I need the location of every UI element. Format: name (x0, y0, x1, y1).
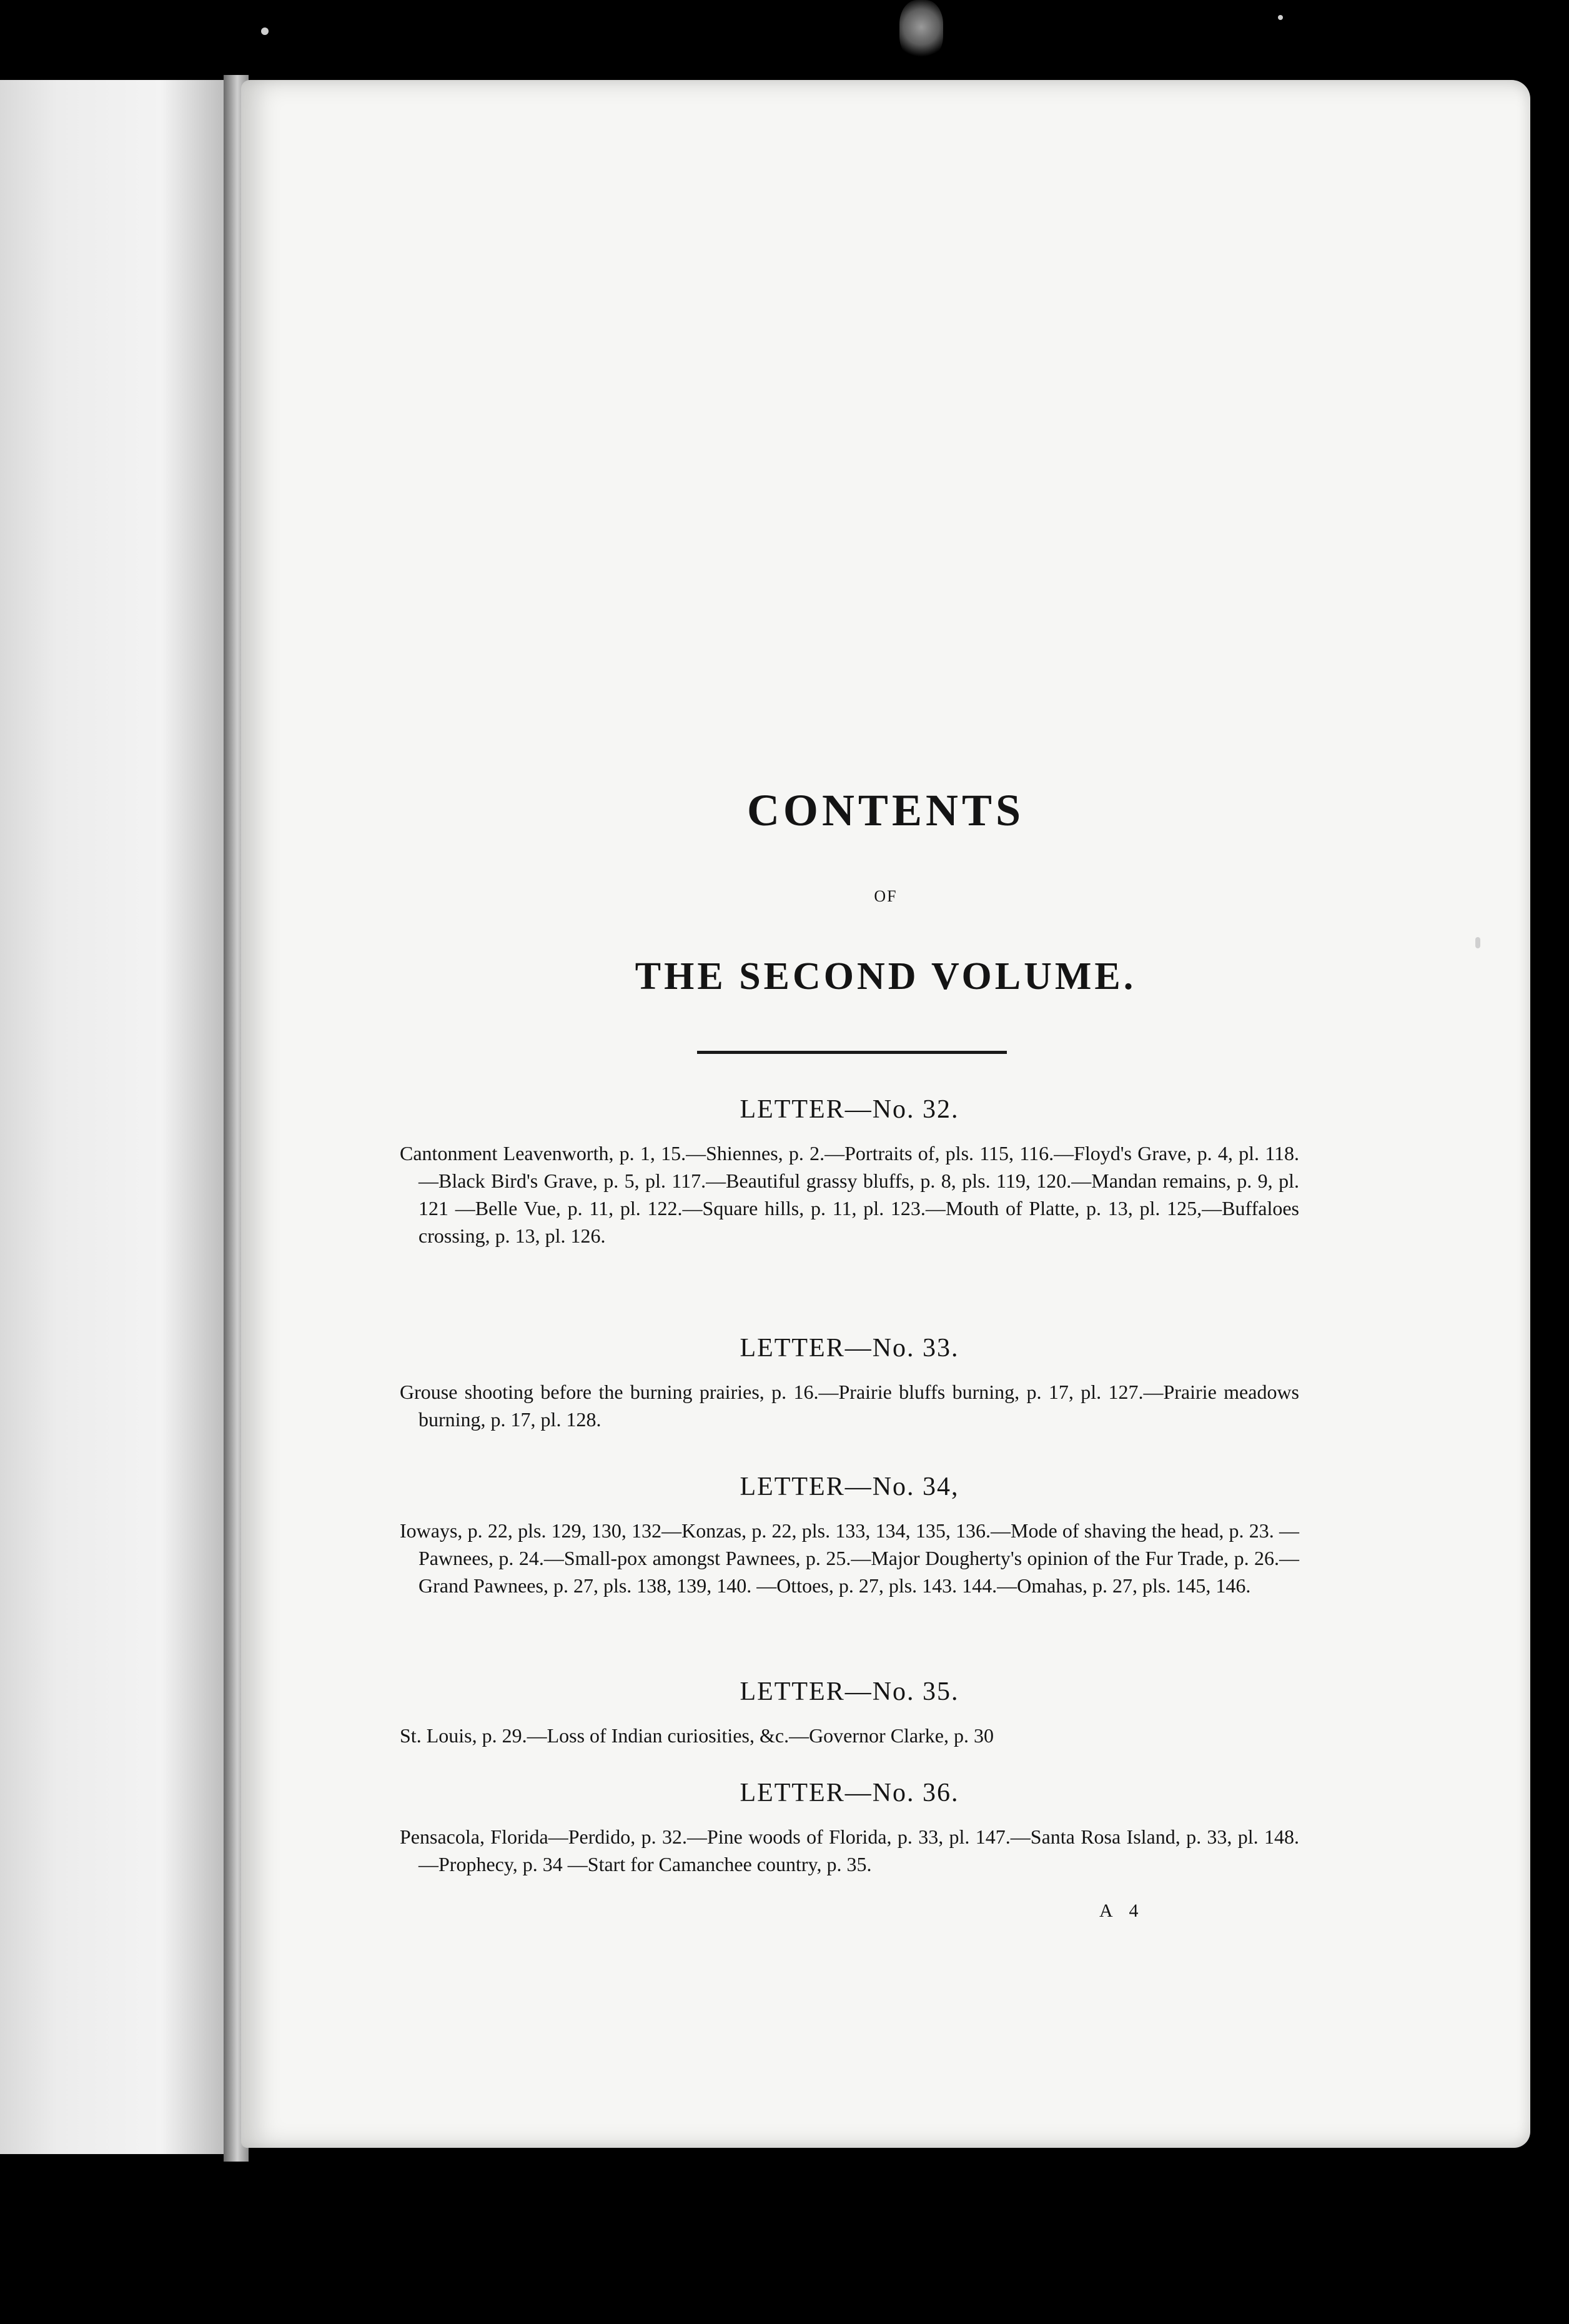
dust-speck (261, 27, 269, 35)
facing-page-edge (0, 80, 230, 2154)
letter-heading: LETTER—No. 32. (740, 1095, 959, 1124)
letter-heading: LETTER—No. 33. (740, 1334, 959, 1363)
letter-contents: Grouse shooting before the burning prairies, p. 16.—Prairie bluffs burning, p. 17, pl. 127.—Prairie meadows burning, p. 17, pl. 128. (400, 1381, 1299, 1431)
letter-36-section (400, 1778, 1299, 1878)
letter-32-section (400, 1095, 1299, 1249)
letter-heading: LETTER—No. 34, (740, 1472, 959, 1501)
page-mark (1475, 937, 1480, 948)
letter-35-section (400, 1677, 1299, 1749)
of-word: OF (874, 887, 898, 905)
letter-33-section (400, 1333, 1299, 1433)
letter-contents: Pensacola, Florida—Perdido, p. 32.—Pine woods of Florida, p. 33, pl. 147.—Santa Rosa Island, p. 33, pl. 148.—Prophecy, p. 34 —Start for Camanchee country, p. 35. (400, 1825, 1299, 1875)
letter-contents: Ioways, p. 22, pls. 129, 130, 132—Konzas, p. 22, pls. 133, 134, 135, 136.—Mode of shaving the head, p. 23. —Pawnees, p. 24.—Small-pox amongst Pawnees, p. 25.—Major Dougherty's opinion of the Fur Trade, p. 26.—Grand Pawnees, p. 27, pls. 138, 139, 140. —Ottoes, p. 27, pls. 143. 144.—Omahas, p. 27, pls. 145, 146. (400, 1519, 1299, 1597)
letter-heading: LETTER—No. 35. (740, 1677, 959, 1706)
letter-contents: Cantonment Leavenworth, p. 1, 15.—Shiennes, p. 2.—Portraits of, pls. 115, 116.—Floyd's Grave, p. 4, pl. 118.—Black Bird's Grave, p. 5, pl. 117.—Beautiful grassy bluffs, p. 8, pls. 119, 120.—Mandan remains, p. 9, pl. 121 —Belle Vue, p. 11, pl. 122.—Square hills, p. 11, pl. 123.—Mouth of Platte, p. 13, pl. 125,—Buffaloes crossing, p. 13, pl. 126. (400, 1142, 1299, 1247)
dust-speck (1278, 15, 1283, 20)
letter-heading: LETTER—No. 36. (740, 1779, 959, 1807)
letter-contents: St. Louis, p. 29.—Loss of Indian curiosities, &c.—Governor Clarke, p. 30 (400, 1724, 994, 1747)
contents-title: CONTENTS (746, 785, 1025, 835)
signature-mark: A 4 (1099, 1900, 1145, 1921)
letter-34-section (400, 1472, 1299, 1599)
title-rule (697, 1051, 1007, 1054)
volume-subtitle: THE SECOND VOLUME. (635, 955, 1137, 998)
library-stamp-mark (899, 0, 943, 60)
